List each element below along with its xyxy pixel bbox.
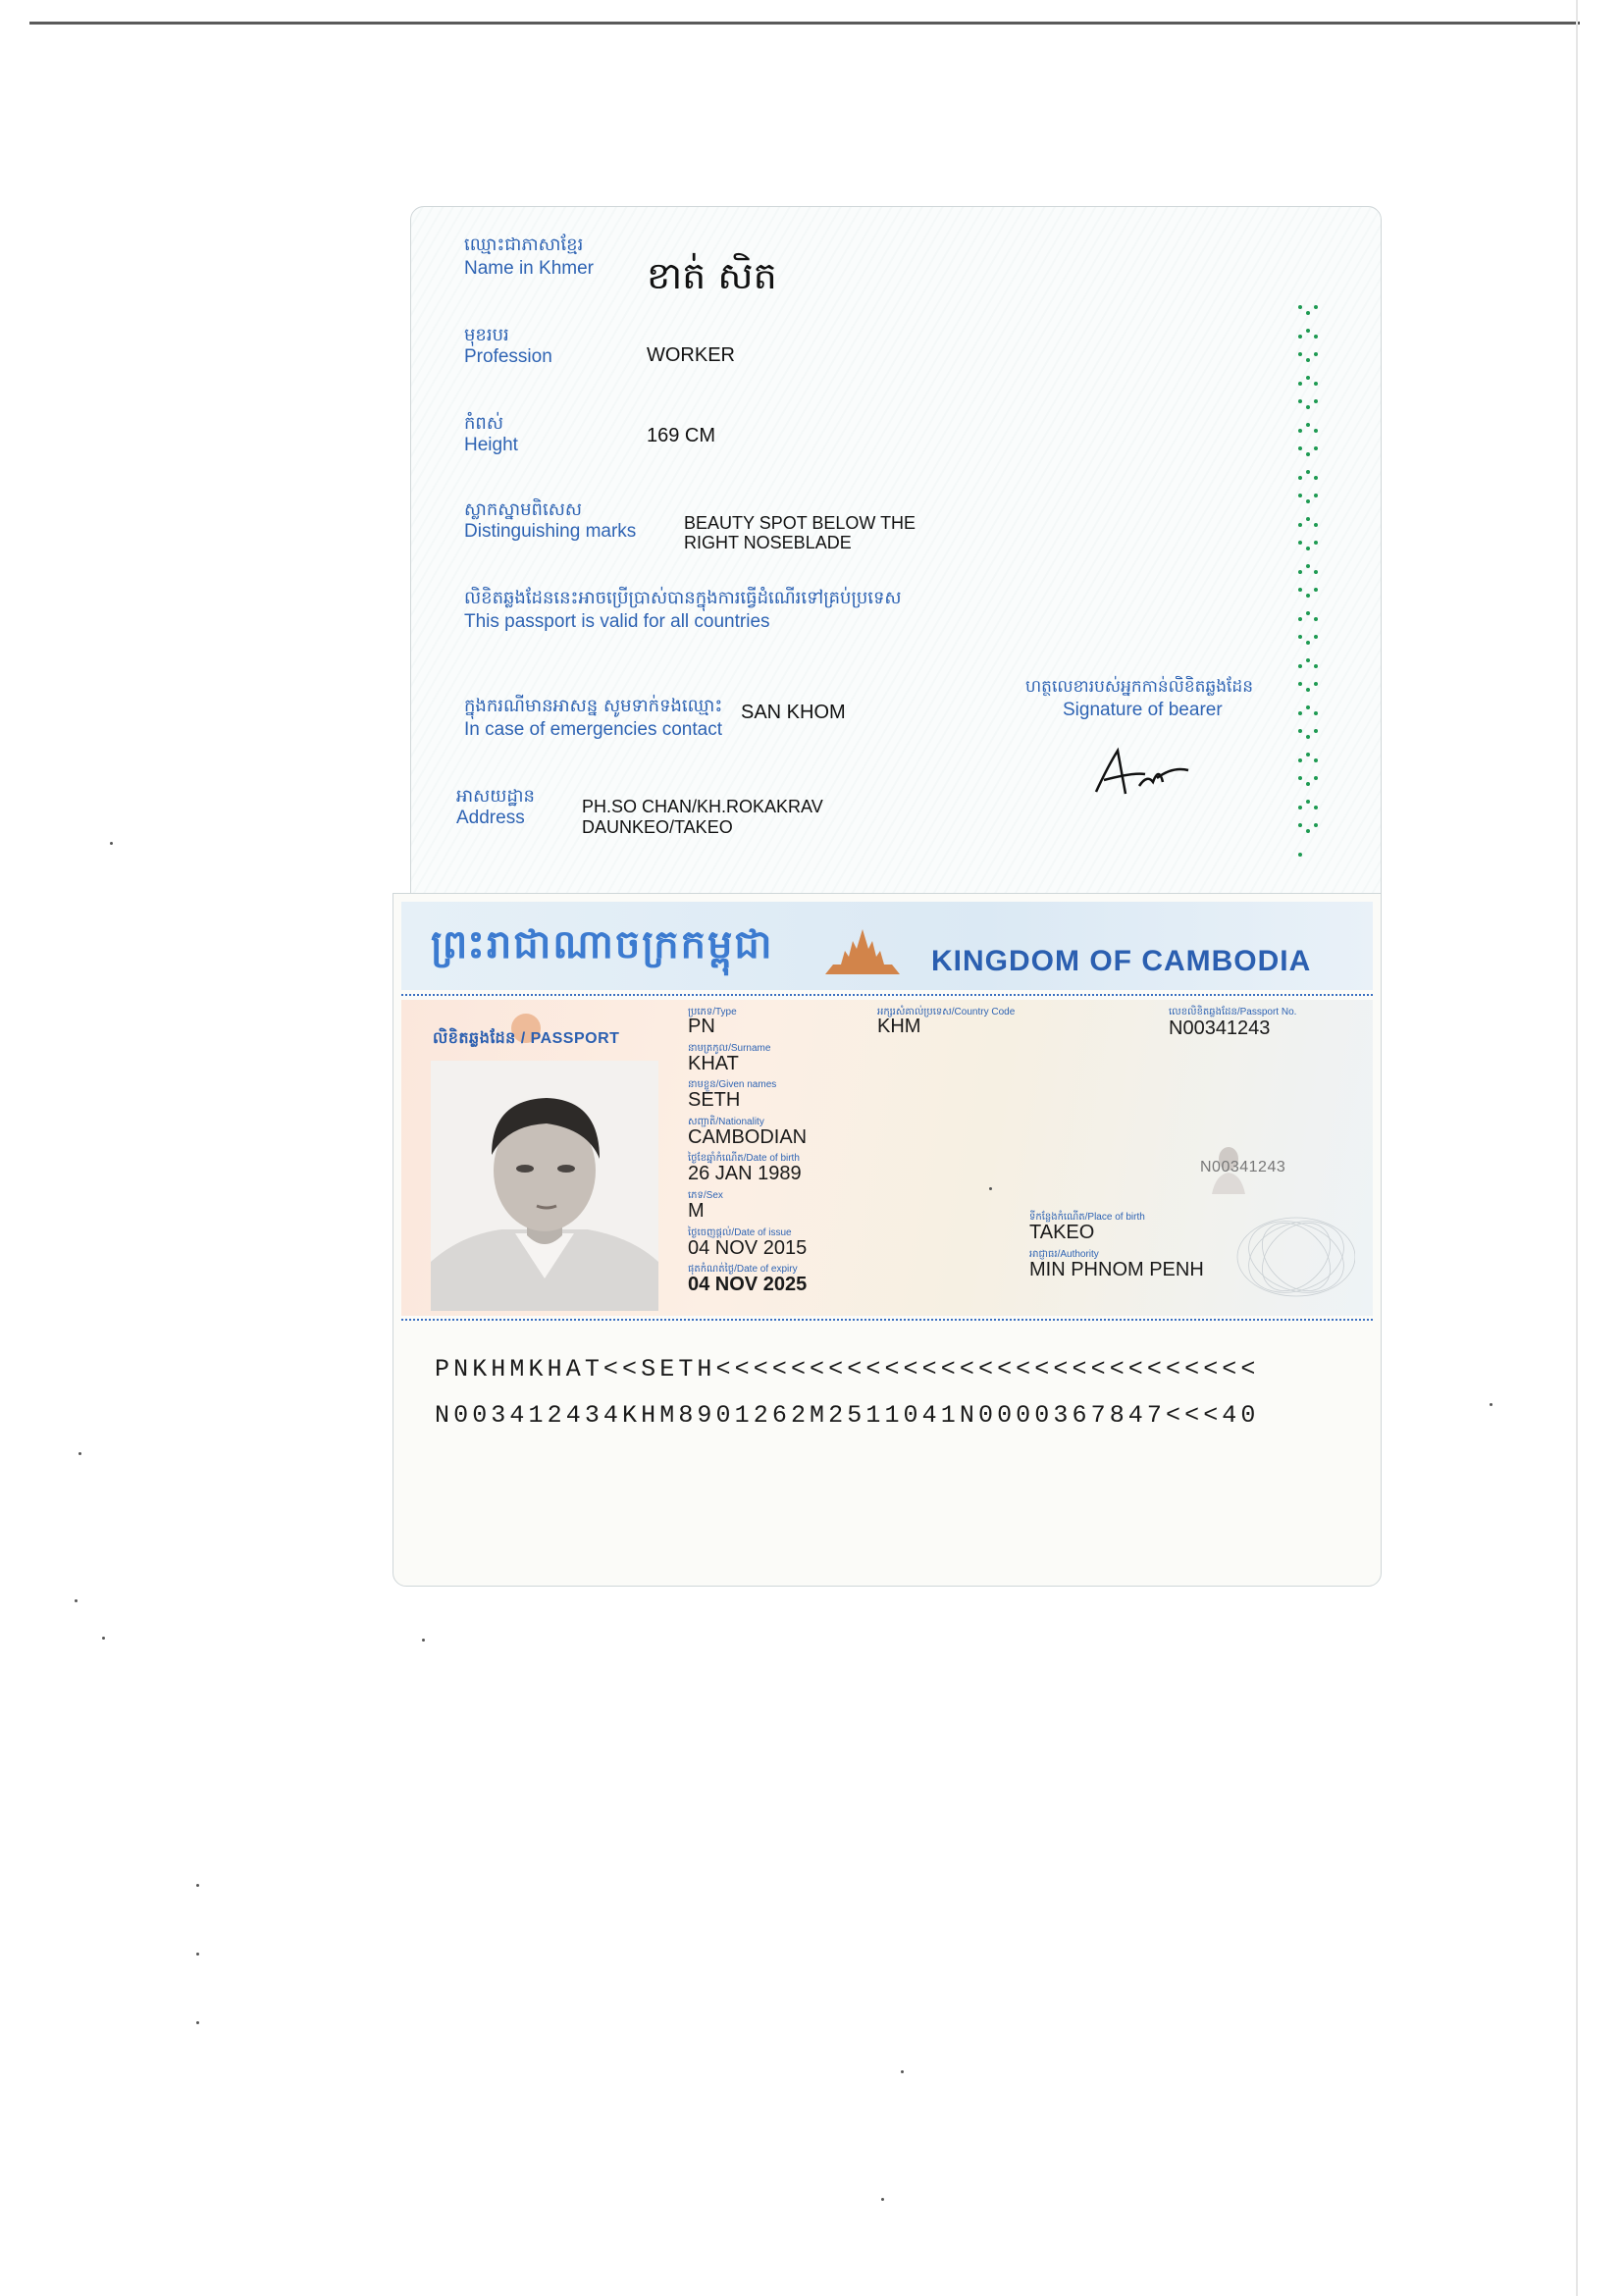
perforation-dot <box>1314 429 1318 433</box>
scan-right-edge <box>1576 0 1578 2296</box>
perforation-dot <box>1314 335 1318 339</box>
name-khmer-value: ខាត់ សិត <box>647 254 777 297</box>
perforation-dot <box>1314 523 1318 527</box>
perforation-dot <box>1314 617 1318 621</box>
height-label: Height <box>464 435 518 455</box>
perforation-dot <box>1314 823 1318 827</box>
marks-label: Distinguishing marks <box>464 521 637 542</box>
scan-top-edge <box>29 22 1580 25</box>
perforation-dot <box>1314 399 1318 403</box>
document-label: លិខិតឆ្លងដែន / PASSPORT <box>433 1030 620 1047</box>
authority-value: MIN PHNOM PENH <box>1029 1259 1204 1280</box>
perforation-dot <box>1298 352 1302 356</box>
perforation-dot <box>1314 446 1318 450</box>
perforation-dot <box>1306 688 1310 692</box>
profession-value: WORKER <box>647 344 735 366</box>
dob-value: 26 JAN 1989 <box>688 1163 802 1184</box>
perforation-dot <box>1306 658 1310 662</box>
mrz-line-2: N003412434KHM8901262M2511041N0000367847<<<40 <box>435 1401 1260 1430</box>
perforation-dot <box>1298 382 1302 386</box>
place-of-birth-value: TAKEO <box>1029 1222 1095 1243</box>
perforation-dot <box>1298 729 1302 733</box>
perforation-dot <box>1314 758 1318 762</box>
surname-label: នាមត្រកូល/Surname <box>688 1043 771 1054</box>
security-rosette <box>1178 1188 1355 1316</box>
address-label: Address <box>456 808 525 828</box>
perforation-dot <box>1298 335 1302 339</box>
sex-label: ភេទ/Sex <box>688 1190 723 1201</box>
perforation-dot <box>1298 617 1302 621</box>
perforation-dot <box>1314 494 1318 497</box>
data-page <box>393 893 1382 1587</box>
issue-label: ថ្ងៃចេញផ្តល់/Date of issue <box>688 1227 792 1238</box>
type-label: ប្រភេទ/Type <box>688 1007 737 1018</box>
passport-no-label: លេខលិខិតឆ្លងដែន/Passport No. <box>1169 1007 1297 1018</box>
holder-photo <box>431 1061 658 1311</box>
perforation-dot <box>1298 476 1302 480</box>
perforation-dot <box>1306 423 1310 427</box>
issue-value: 04 NOV 2015 <box>688 1237 808 1259</box>
nationality-label: សញ្ជាតិ/Nationality <box>688 1117 764 1127</box>
perforation-dot <box>1298 494 1302 497</box>
perforation-dot <box>1314 729 1318 733</box>
profession-label: Profession <box>464 346 552 367</box>
passport-no-value: N00341243 <box>1169 1018 1271 1039</box>
address-value-line2: DAUNKEO/TAKEO <box>582 817 733 837</box>
perforation-dot <box>1314 776 1318 780</box>
perforation-dot <box>1314 476 1318 480</box>
perforation-dot <box>1298 570 1302 574</box>
perforation-dot <box>1298 711 1302 715</box>
scan-speck <box>989 1187 992 1190</box>
perforation-dot <box>1298 853 1302 857</box>
surname-value: KHAT <box>688 1053 739 1074</box>
perforation-dot <box>1306 376 1310 380</box>
given-names-label: នាមខ្លួន/Given names <box>688 1079 777 1090</box>
scan-speck <box>881 2198 884 2201</box>
perforation-dot <box>1298 305 1302 309</box>
header-en: KINGDOM OF CAMBODIA <box>931 945 1312 977</box>
perforated-number <box>1296 305 1322 855</box>
perforation-dot <box>1306 611 1310 615</box>
perforation-dot <box>1306 358 1310 362</box>
perforation-dot <box>1306 311 1310 315</box>
scan-speck <box>901 2070 904 2073</box>
perforation-dot <box>1306 735 1310 739</box>
angkor-temple-icon <box>823 927 902 976</box>
emergency-label: In case of emergencies contact <box>464 719 722 740</box>
given-names-value: SETH <box>688 1089 741 1111</box>
perforation-dot <box>1314 635 1318 639</box>
perforation-dot <box>1298 429 1302 433</box>
perforation-dot <box>1298 776 1302 780</box>
perforation-dot <box>1298 541 1302 545</box>
perforation-dot <box>1314 541 1318 545</box>
perforation-dot <box>1298 806 1302 809</box>
scan-speck <box>79 1452 81 1455</box>
perforation-dot <box>1314 570 1318 574</box>
perforation-dot <box>1306 829 1310 833</box>
scan-speck <box>196 2021 199 2024</box>
validity-text: This passport is valid for all countries <box>464 611 770 632</box>
perforation-dot <box>1306 800 1310 804</box>
perforation-dot <box>1314 664 1318 668</box>
marks-label-kh: ស្លាកស្នាមពិសេស <box>464 499 582 520</box>
perforation-dot <box>1314 382 1318 386</box>
observations-page <box>410 206 1382 895</box>
perforation-dot <box>1306 470 1310 474</box>
perforation-dot <box>1314 305 1318 309</box>
type-value: PN <box>688 1016 715 1037</box>
mrz-line-1: PNKHMKHAT<<SETH<<<<<<<<<<<<<<<<<<<<<<<<<<<<< <box>435 1355 1260 1383</box>
emergency-label-kh: ក្នុងករណីមានអាសន្ន សូមទាក់ទងឈ្មោះ <box>464 696 723 716</box>
validity-text-kh: លិខិតឆ្លងដែននេះអាចប្រើប្រាស់បានក្នុងការធ្វើដំណើរទៅគ្រប់ប្រទេស <box>464 588 902 608</box>
address-label-kh: អាសយដ្ឋាន <box>456 786 535 807</box>
country-code-value: KHM <box>877 1016 921 1037</box>
scan-speck <box>196 1953 199 1956</box>
perforation-dot <box>1314 711 1318 715</box>
country-code-label: អក្សរសំគាល់ប្រទេស/Country Code <box>877 1007 1016 1018</box>
perforation-dot <box>1298 523 1302 527</box>
signature-mark <box>1074 737 1212 806</box>
name-khmer-label-kh: ឈ្មោះជាភាសាខ្មែរ <box>464 235 584 255</box>
header-band <box>401 902 1373 990</box>
header-divider <box>401 994 1373 996</box>
perforation-dot <box>1306 753 1310 757</box>
perforation-dot <box>1306 405 1310 409</box>
perforation-dot <box>1298 399 1302 403</box>
perforation-dot <box>1306 705 1310 709</box>
passport-spread <box>393 206 1384 1585</box>
perforation-dot <box>1306 547 1310 550</box>
height-value: 169 CM <box>647 425 716 446</box>
marks-value-line2: RIGHT NOSEBLADE <box>684 533 852 552</box>
scan-speck <box>75 1599 78 1602</box>
perforation-dot <box>1306 564 1310 568</box>
perforation-dot <box>1298 823 1302 827</box>
perforation-dot <box>1314 352 1318 356</box>
perforation-dot <box>1306 782 1310 786</box>
perforation-dot <box>1306 329 1310 333</box>
perforation-dot <box>1298 758 1302 762</box>
perforation-dot <box>1306 594 1310 598</box>
perforation-dot <box>1314 682 1318 686</box>
mrz-divider <box>401 1319 1373 1321</box>
place-of-birth-label: ទីកន្លែងកំណើត/Place of birth <box>1029 1212 1145 1223</box>
perforation-dot <box>1306 452 1310 456</box>
perforation-dot <box>1298 588 1302 592</box>
perforation-dot <box>1306 517 1310 521</box>
height-label-kh: កំពស់ <box>464 413 503 434</box>
ghost-passport-number: N00341243 <box>1200 1159 1286 1175</box>
marks-value-line1: BEAUTY SPOT BELOW THE <box>684 513 916 533</box>
perforation-dot <box>1306 641 1310 645</box>
name-khmer-label: Name in Khmer <box>464 258 594 279</box>
expiry-value: 04 NOV 2025 <box>688 1274 808 1295</box>
profession-label-kh: មុខរបរ <box>464 325 509 345</box>
nationality-value: CAMBODIAN <box>688 1126 808 1148</box>
authority-label: អាជ្ញាធរ/Authority <box>1029 1249 1099 1260</box>
perforation-dot <box>1298 682 1302 686</box>
scan-speck <box>102 1637 105 1640</box>
perforation-dot <box>1298 446 1302 450</box>
scan-speck <box>1490 1403 1492 1406</box>
perforation-dot <box>1314 806 1318 809</box>
scan-speck <box>196 1884 199 1887</box>
perforation-dot <box>1298 664 1302 668</box>
signature-label-kh: ហត្ថលេខារបស់អ្នកកាន់លិខិតឆ្លងដែន <box>1025 677 1254 697</box>
address-value-line1: PH.SO CHAN/KH.ROKAKRAV <box>582 797 823 816</box>
expiry-label: ផុតកំណត់ថ្ងៃ/Date of expiry <box>688 1264 798 1275</box>
sex-value: M <box>688 1200 705 1222</box>
emergency-value: SAN KHOM <box>741 702 846 723</box>
signature-label: Signature of bearer <box>1063 700 1223 720</box>
header-kh: ព្រះរាជាណាចក្រកម្ពុជា <box>431 921 774 967</box>
perforation-dot <box>1298 635 1302 639</box>
scan-speck <box>422 1639 425 1642</box>
dob-label: ថ្ងៃខែឆ្នាំកំណើត/Date of birth <box>688 1153 800 1164</box>
scan-speck <box>110 842 113 845</box>
perforation-dot <box>1306 499 1310 503</box>
perforation-dot <box>1314 588 1318 592</box>
